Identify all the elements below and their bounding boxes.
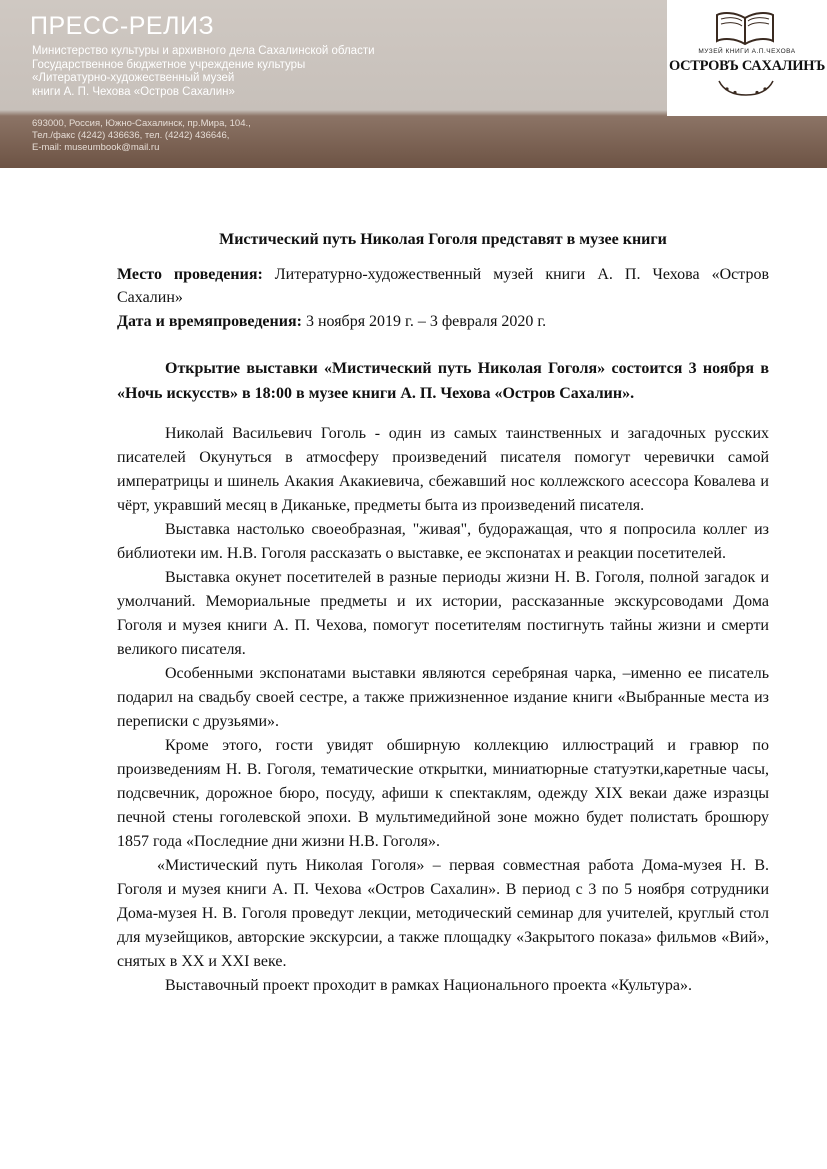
org-line: Государственное бюджетное учреждение культуры <box>32 58 306 71</box>
body-paragraph: Особенными экспонатами выставки являются серебряная чарка, –именно ее писатель подарил на свадьбу своей сестре, а также прижизненное издание книги «Выбранные места из переписки с друзьями». <box>117 665 769 730</box>
lead-paragraph: Открытие выставки «Мистический путь Николая Гоголя» состоится 3 ноября в «Ночь искусств» в 18:00 в музее книги А. П. Чехова «Остров Сахалин». <box>117 360 769 402</box>
wreath-icon <box>715 79 777 97</box>
date-label: Дата и времяпроведения: <box>117 312 302 330</box>
organization-block <box>32 45 375 99</box>
org-line: книги А. П. Чехова «Остров Сахалин» <box>32 85 235 98</box>
press-release-header <box>0 0 827 168</box>
museum-logo <box>667 0 827 116</box>
press-release-title: ПРЕСС-РЕЛИЗ <box>30 12 215 40</box>
press-release-body <box>117 228 769 998</box>
body-paragraph: Выставка окунет посетителей в разные периоды жизни Н. В. Гоголя, полной загадок и умолчаний. Мемориальные предметы и их истории, рассказанные экскурсоводами Дома Гоголя и музея книги А. П. Чехова, помогут посетителям постигнуть тайны жизни и смерти великого писателя. <box>117 569 769 658</box>
logo-wordmark: ОСТРОВЪ САХАЛИНЪ <box>668 58 826 74</box>
contacts-block <box>32 118 251 154</box>
address-line: 693000, Россия, Южно-Сахалинск, пр.Мира, 104., <box>32 118 251 129</box>
org-line: «Литературно-художественный музей <box>32 72 235 84</box>
body-paragraph: Выставка настолько своеобразная, "живая", будоражащая, что я попросила коллег из библиотеки им. Н.В. Гоголя рассказать о выставке, ее экспонатах и реакции посетителей. <box>117 521 769 562</box>
article-body <box>117 422 769 998</box>
date-value: 3 ноября 2019 г. – 3 февраля 2020 г. <box>301 312 547 330</box>
org-line: Министерство культуры и архивного дела Сахалинской области <box>32 45 375 57</box>
article-title: Мистический путь Николая Гоголя представят в музее книги <box>219 231 667 248</box>
email-line: E-mail: museumbook@mail.ru <box>32 142 160 153</box>
body-paragraph: Выставочный проект проходит в рамках Национального проекта «Культура». <box>165 977 693 994</box>
date-line <box>117 310 769 334</box>
venue-label: Место проведения: <box>117 265 263 283</box>
event-details <box>117 263 769 334</box>
body-paragraph: «Мистический путь Николая Гоголя» – первая совместная работа Дома-музея Н. В. Гоголя и музея книги А. П. Чехова «Остров Сахалин». В период с 3 по 5 ноября сотрудники Дома-музея Н. В. Гоголя проведут лекции, методический семинар для учителей, круглый стол для музейщиков, авторские экскурсии, а также площадку «Закрытого показа» фильмов «Вий», снятых в XX и XXI веке. <box>117 857 769 970</box>
book-icon <box>713 8 777 48</box>
venue-value: Литературно-художественный музей книги А. П. Чехова «Остров Сахалин» <box>117 265 769 306</box>
logo-caption: МУЗЕЙ КНИГИ А.П.ЧЕХОВА <box>698 48 796 55</box>
body-paragraph: Кроме этого, гости увидят обширную коллекцию иллюстраций и гравюр по произведениям Н. В. Гоголя, тематические открытки, миниатюрные статуэтки,каретные часы, подсвечник, дорожное бюро, посуду, афиши к спектаклям, одежду XIX векаи даже изразцы печной стены гоголевской эпохи. В мультимедийной зоне можно будет полистать брошюру 1857 года «Последние дни жизни Н.В. Гоголя». <box>117 737 769 850</box>
body-paragraph: Николай Васильевич Гоголь - один из самых таинственных и загадочных русских писателей Окунуться в атмосферу произведений писателя помогут черевички самой императрицы и шинель Акакия Акакиевича, сбежавший нос коллежского асессора Ковалева и чёрт, укравший месяц в Диканьке, предметы быта из произведений писателя. <box>117 425 769 514</box>
phone-line: Тел./факс (4242) 436636, тел. (4242) 436646, <box>32 130 230 141</box>
venue-line <box>117 263 769 310</box>
